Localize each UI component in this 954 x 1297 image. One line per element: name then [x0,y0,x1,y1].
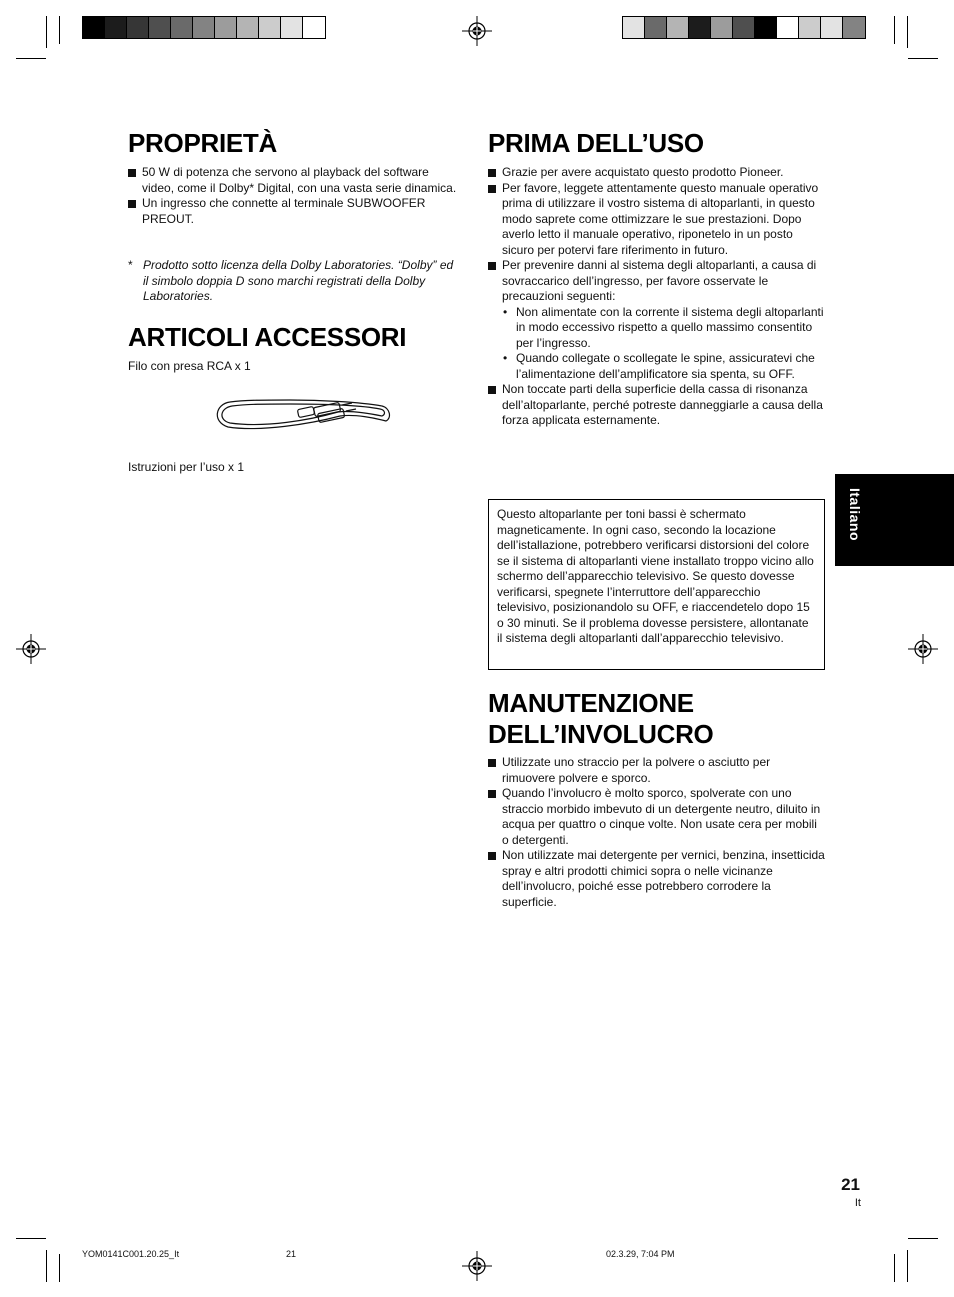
color-swatch [83,17,105,38]
list-item: Utilizzate uno straccio per la polvere o asciutto per rimuovere polvere e sporco. [488,755,826,786]
footnote-mark: * [128,258,133,272]
color-swatch [303,17,325,38]
crop-mark-bl-v2 [59,1254,60,1282]
precautions-sublist [502,305,826,383]
list-item [488,258,826,382]
proprieta-heading: PROPRIETÀ [128,128,277,158]
color-swatch [667,17,689,38]
crop-mark-br-h [908,1238,938,1239]
accessori-heading: ARTICOLI ACCESSORI [128,322,407,352]
crop-mark-tl-v2 [59,16,60,44]
crop-mark-tr-h [908,58,938,59]
registration-mark-top-icon [462,16,492,46]
list-item: Per favore, leggete attentamente questo manuale operativo prima di utilizzare il vostro sistema di altoparlanti, in questo modo saprete come ottimizzare le sue prestazioni. Dopo averlo letto il manuale operativo, riponetelo in un posto sicuro per potervi fare riferimento in futuro. [488,181,826,259]
color-swatch [733,17,755,38]
crop-mark-bl-v [46,1250,47,1282]
footer-date: 02.3.29, 7:04 PM [606,1249,675,1259]
list-item: Non utilizzate mai detergente per vernici, benzina, insetticida spray e altri prodotti chimici sopra o nelle vicinanze dell’involucro, poiché esse potrebbero corrodere la superficie. [488,848,826,910]
color-bar-right [622,16,866,39]
crop-mark-br-v2 [894,1254,895,1282]
footer-filename: YOM0141C001.20.25_It [82,1249,180,1259]
prima-heading: PRIMA DELL’USO [488,128,704,158]
color-swatch [105,17,127,38]
language-tab [835,474,954,566]
prima-list [488,165,826,429]
accessory-cable-label: Filo con presa RCA x 1 [128,359,251,373]
color-swatch [281,17,303,38]
sub-list-item: • Quando collegate o scollegate le spine, assicuratevi che l’alimentazione dell’amplificatore sia spenta, su OFF. [502,351,826,382]
color-swatch [237,17,259,38]
registration-mark-bottom-icon [462,1251,492,1281]
color-swatch [645,17,667,38]
color-swatch [799,17,821,38]
color-swatch [127,17,149,38]
crop-mark-br-v [907,1250,908,1282]
list-item-text: Per prevenire danni al sistema degli altoparlanti, a causa di sovraccarico dell’ingresso, per favore osservate le precauzioni seguenti: [502,258,817,303]
language-tab-label: Italiano [847,488,863,542]
sub-list-item: • Non alimentate con la corrente il sistema degli altoparlanti in modo eccessivo rispetto a quello massimo consentito per l’ingresso. [502,305,826,352]
page-language: It [854,1197,861,1209]
magnetic-shielding-notice: Questo altoparlante per toni bassi è schermato magneticamente. In ogni caso, secondo la locazione dell’istallazione, potrebbero verificarsi distorsioni del colore se il sistema di altoparlanti viene installato troppo vicino allo schermo dell’apparecchio televisivo. Se questo dovesse verificarsi, spegnete l’interruttore dell’apparecchio televisivo, posizionandolo su OFF, e riaccendetelo dopo 15 o 30 minuti. Se il problema dovesse persistere, allontanate il sistema degli altoparlanti dall’apparecchio televisivo. [488,499,825,670]
heading-line: MANUTENZIONE [488,688,694,718]
color-bar-left [82,16,326,39]
footer-page: 21 [286,1249,297,1259]
color-swatch [777,17,799,38]
crop-mark-tr-v2 [894,16,895,44]
list-item: Grazie per avere acquistato questo prodotto Pioneer. [488,165,826,181]
color-swatch [171,17,193,38]
dolby-footnote [128,258,460,305]
color-swatch [149,17,171,38]
color-swatch [259,17,281,38]
page-number: 21 [841,1175,860,1194]
crop-mark-bl-h [16,1238,46,1239]
list-item: 50 W di potenza che servono al playback del software video, come il Dolby* Digital, con una vasta serie dinamica. [128,165,460,196]
color-swatch [843,17,865,38]
color-swatch [193,17,215,38]
color-swatch [623,17,645,38]
list-item: Quando l’involucro è molto sporco, spolverate con uno straccio morbido imbevuto di un detergente neutro, diluito in acqua per quattro o cinque volte. Non usate cera per mobili o detergenti. [488,786,826,848]
crop-mark-tl-v [46,16,47,48]
footnote-text: Prodotto sotto licenza della Dolby Laboratories. “Dolby” ed il simbolo doppia D sono marchi registrati della Dolby Laboratories. [143,258,454,303]
color-swatch [755,17,777,38]
color-swatch [821,17,843,38]
registration-mark-right-icon [908,634,938,664]
color-swatch [689,17,711,38]
rca-cable-icon [210,394,394,436]
crop-mark-tl-h [16,58,46,59]
manutenzione-list [488,755,826,910]
accessory-manual-label: Istruzioni per l’uso x 1 [128,460,245,474]
manutenzione-heading [488,688,713,750]
list-item: Un ingresso che connette al terminale SUBWOOFER PREOUT. [128,196,460,227]
heading-line: DELL’INVOLUCRO [488,719,714,749]
list-item: Non toccate parti della superficie della cassa di risonanza dell’altoparlante, perché potreste danneggiarle a causa della forza applicata esternamente. [488,382,826,429]
color-swatch [711,17,733,38]
color-swatch [215,17,237,38]
proprieta-list [128,165,460,227]
crop-mark-tr-v [907,16,908,48]
registration-mark-left-icon [16,634,46,664]
